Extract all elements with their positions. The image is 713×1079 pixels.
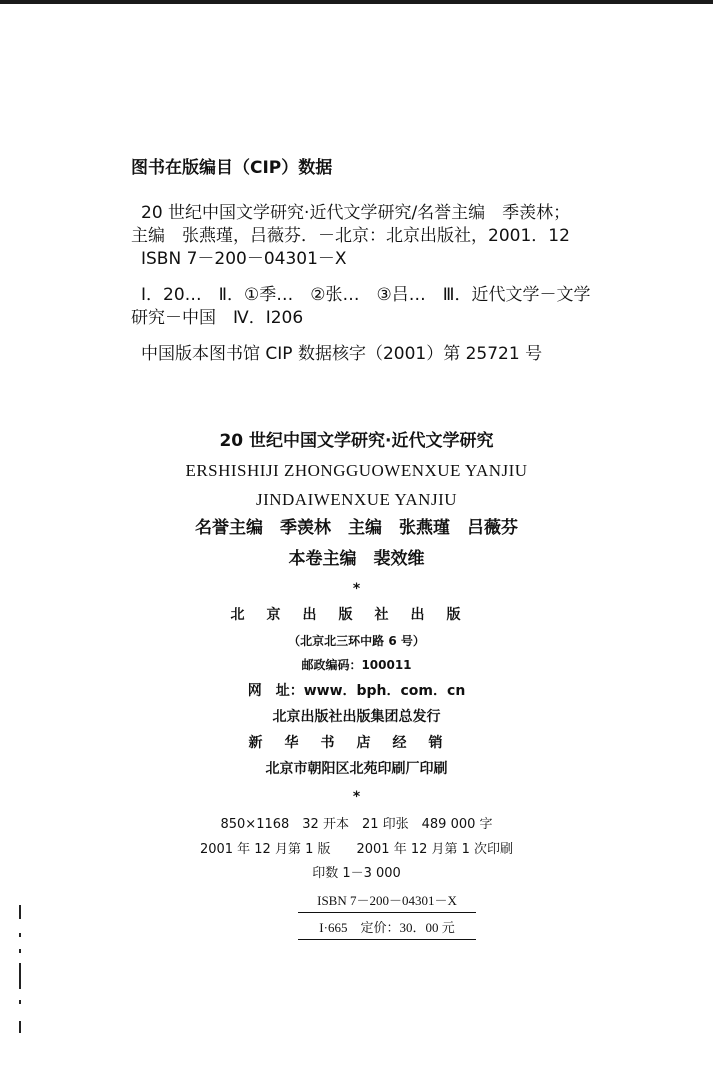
publisher-postcode: 邮政编码：100011 [301,658,412,672]
cip-isbn: ISBN 7－200－04301－X [141,249,347,269]
book-title-pinyin-2: JINDAIWENXUE YANJIU [255,490,458,509]
cip-classification-2: 研究－中国 Ⅳ．I206 [131,308,304,328]
cip-heading: 图书在版编目（CIP）数据 [131,158,333,178]
publisher-address: （北京北三环中路 6 号） [288,634,425,648]
publisher-website: 网 址：www．bph．com．cn [247,683,466,699]
book-title-pinyin-1: ERSHISHIJI ZHONGGUOWENXUE YANJIU [185,461,528,480]
volume-editor: 本卷主编 裴效维 [288,549,425,569]
cip-classification-1: Ⅰ．20… Ⅱ．①季… ②张… ③吕… Ⅲ．近代文学－文学 [141,285,591,305]
classification-price: I·665 定价：30．00 元 [298,913,476,940]
print-run: 印数 1－3 000 [312,866,401,881]
bookseller: 新华书店经销 [248,735,465,751]
cip-line-2: 主编 张燕瑾，吕薇芬．－北京：北京出版社，2001．12 [131,226,570,246]
book-editors: 名誉主编 季羡林 主编 张燕瑾 吕薇芬 [195,518,518,538]
cip-verification-number: 中国版本图书馆 CIP 数据核字（2001）第 25721 号 [141,344,543,364]
publisher-distributor: 北京出版社出版集团总发行 [272,709,441,725]
isbn-number: ISBN 7－200－04301－X [298,890,476,913]
separator-star-2: * [352,789,361,805]
scan-margin-marks [19,905,25,1035]
printer: 北京市朝阳区北苑印刷厂印刷 [265,761,448,777]
book-title-chinese: 20 世纪中国文学研究·近代文学研究 [219,431,494,451]
separator-star-1: * [352,581,361,597]
publisher-name: 北京出版社出版 [230,607,483,623]
isbn-price-box [298,890,476,940]
top-border-rule [0,0,713,4]
edition-info: 2001 年 12 月第 1 版 2001 年 12 月第 1 次印刷 [199,842,514,857]
cip-line-1: 20 世纪中国文学研究·近代文学研究/名誉主编 季羡林； [141,203,571,223]
format-specs: 850×1168 32 开本 21 印张 489 000 字 [220,817,493,832]
